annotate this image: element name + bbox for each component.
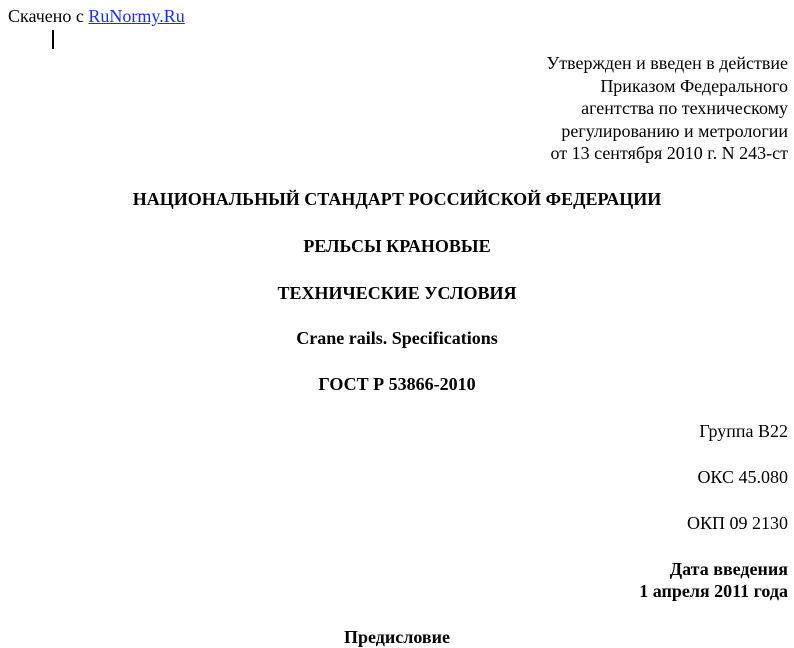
runormy-link[interactable]: RuNormy.Ru: [88, 6, 185, 26]
download-source-line: [8, 6, 185, 26]
oks-code: ОКС 45.080: [697, 467, 788, 487]
document-subtitle: ТЕХНИЧЕСКИЕ УСЛОВИЯ: [277, 283, 517, 303]
group-code: Группа В22: [699, 421, 788, 441]
national-standard-heading: НАЦИОНАЛЬНЫЙ СТАНДАРТ РОССИЙСКОЙ ФЕДЕРАЦИИ: [132, 189, 662, 209]
approval-line: регулированию и метрологии: [561, 120, 788, 141]
approval-line: Утвержден и введен в действие: [546, 53, 788, 73]
foreword-heading: Предисловие: [344, 627, 450, 647]
english-title: Crane rails. Specifications: [296, 328, 498, 348]
text-cursor: [52, 30, 54, 49]
download-prefix: Скачено с: [8, 6, 84, 26]
approval-line: агентства по техническому: [581, 98, 788, 118]
document-title: РЕЛЬСЫ КРАНОВЫЕ: [303, 236, 491, 256]
effective-date-label: Дата введения: [669, 559, 788, 579]
approval-block: [368, 52, 788, 165]
okp-code: ОКП 09 2130: [686, 513, 788, 533]
gost-number: ГОСТ Р 53866-2010: [318, 374, 476, 394]
approval-line: от 13 сентября 2010 г. N 243-ст: [550, 143, 788, 163]
effective-date-value: 1 апреля 2011 года: [639, 581, 788, 601]
approval-line: Приказом Федерального: [600, 75, 788, 96]
